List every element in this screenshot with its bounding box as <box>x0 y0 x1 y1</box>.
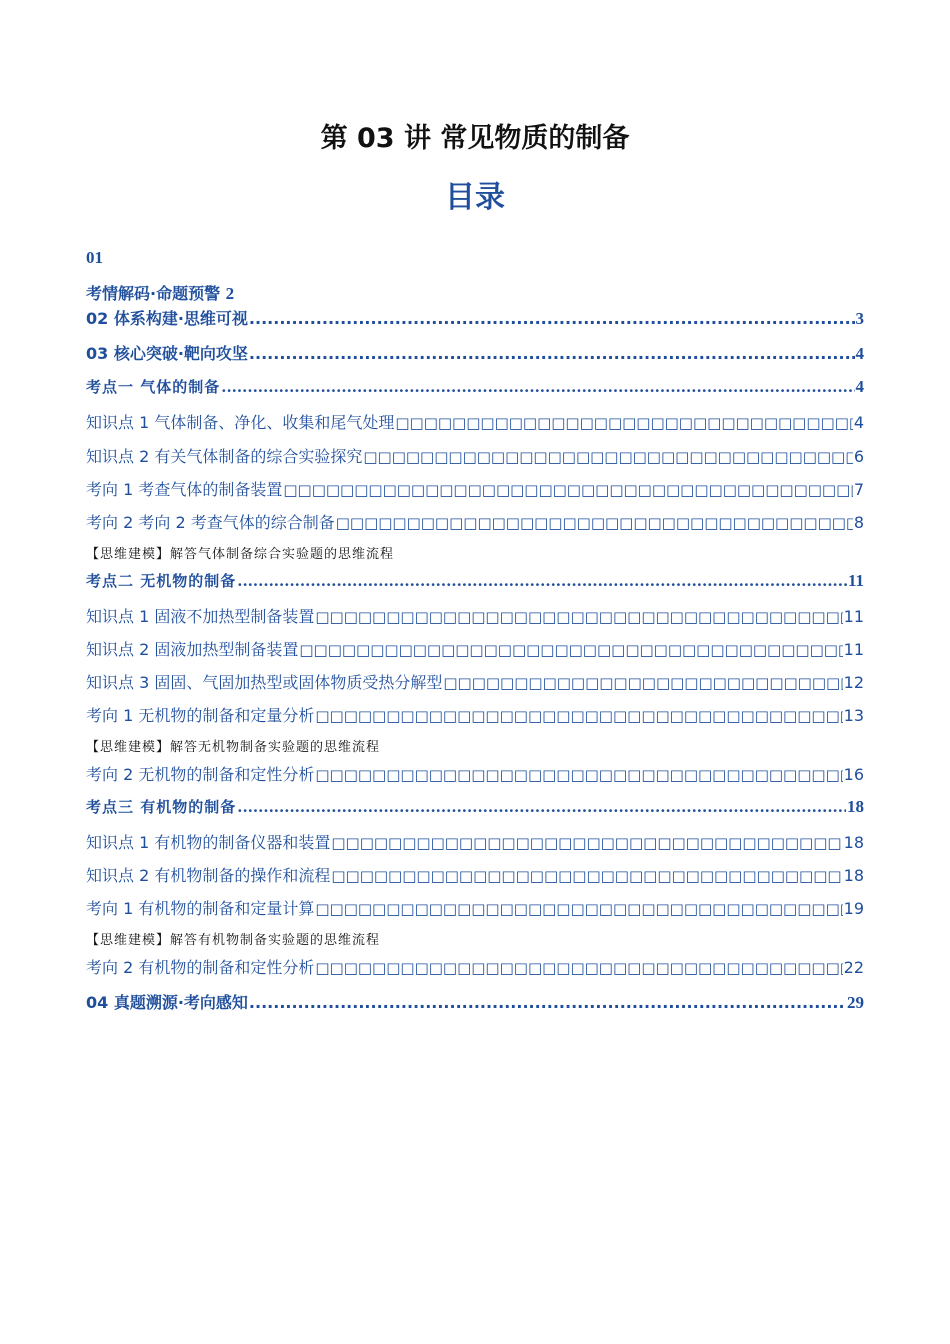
toc-entry-kaoxiang-1-1[interactable]: 考向 1 考查气体的制备装置 □□□□□□□□□□□□□□□□□□□□□□□□□□□□□□□□□□□□□□□□□□□□□□□□□□□□□□□□□□□□□□□□□□□□□□□□□□□□□□□□ 7 <box>86 477 864 500</box>
toc-entry-kaoxiang-2-1[interactable]: 考向 1 无机物的制备和定量分析 □□□□□□□□□□□□□□□□□□□□□□□□□□□□□□□□□□□□□□□□□□□□□□□□□□□□□□□□□□□□□□□□□□□□□□□□□□□□□□□□ 13 <box>86 703 864 726</box>
toc-entry-zhishidian-3-1[interactable]: 知识点 1 有机物的制备仪器和装置 □□□□□□□□□□□□□□□□□□□□□□□□□□□□□□□□□□□□□□□□□□□□□□□□□□□□□□□□□□□□□□□□□□□□□□□□□□□□□□□□ 18 <box>86 830 864 853</box>
toc-number-01[interactable]: 01 <box>86 248 103 267</box>
toc-entry-zhishidian-1-2[interactable]: 知识点 2 有关气体制备的综合实验探究 □□□□□□□□□□□□□□□□□□□□□□□□□□□□□□□□□□□□□□□□□□□□□□□□□□□□□□□□□□□□□□□□□□□□□□□□□□□□□□□□ 6 <box>86 444 864 467</box>
toc-entry-kaoxiang-1-2[interactable]: 考向 2 考向 2 考查气体的综合制备 □□□□□□□□□□□□□□□□□□□□□□□□□□□□□□□□□□□□□□□□□□□□□□□□□□□□□□□□□□□□□□□□□□□□□□□□□□□□□□□□ 8 <box>86 510 864 533</box>
toc-entry-zhishidian-2-3[interactable]: 知识点 3 固固、气固加热型或固体物质受热分解型 □□□□□□□□□□□□□□□□□□□□□□□□□□□□□□□□□□□□□□□□□□□□□□□□□□□□□□□□□□□□□□□□□□□□□□□□□□□□□□□□ 12 <box>86 670 864 693</box>
toc-entry-kaodian-2[interactable]: 考点二 无机物的制备 ..... 11 <box>86 570 864 591</box>
toc-entry-kaoxiang-3-2[interactable]: 考向 2 有机物的制备和定性分析 □□□□□□□□□□□□□□□□□□□□□□□□□□□□□□□□□□□□□□□□□□□□□□□□□□□□□□□□□□□□□□□□□□□□□□□□□□□□□□□□ 22 <box>86 955 864 978</box>
toc-entry-zhishidian-2-1[interactable]: 知识点 1 固液不加热型制备装置 □□□□□□□□□□□□□□□□□□□□□□□□□□□□□□□□□□□□□□□□□□□□□□□□□□□□□□□□□□□□□□□□□□□□□□□□□□□□□□□□ 11 <box>86 604 864 627</box>
toc-entry-02[interactable]: 02 体系构建·思维可视 ..... 3 <box>86 306 864 329</box>
toc-entry-kaoxiang-2-2[interactable]: 考向 2 无机物的制备和定性分析 □□□□□□□□□□□□□□□□□□□□□□□□□□□□□□□□□□□□□□□□□□□□□□□□□□□□□□□□□□□□□□□□□□□□□□□□□□□□□□□□ 16 <box>86 762 864 785</box>
toc-entry-zhishidian-3-2[interactable]: 知识点 2 有机物制备的操作和流程 □□□□□□□□□□□□□□□□□□□□□□□□□□□□□□□□□□□□□□□□□□□□□□□□□□□□□□□□□□□□□□□□□□□□□□□□□□□□□□□□ 18 <box>86 863 864 886</box>
toc-entry-kaodian-1[interactable]: 考点一 气体的制备 ..... 4 <box>86 376 864 397</box>
toc-entry-zhishidian-2-2[interactable]: 知识点 2 固液加热型制备装置 □□□□□□□□□□□□□□□□□□□□□□□□□□□□□□□□□□□□□□□□□□□□□□□□□□□□□□□□□□□□□□□□□□□□□□□□□□□□□□□□ 11 <box>86 637 864 660</box>
toc-entry-kaoqing[interactable]: 考情解码·命题预警 2 <box>86 284 235 303</box>
page-title: 第 03 讲 常见物质的制备 <box>320 123 630 154</box>
toc-entry-04[interactable]: 04 真题溯源·考向感知 ..... 29 <box>86 990 864 1013</box>
toc-note-siwei-3: 【思维建模】解答有机物制备实验题的思维流程 <box>86 933 381 948</box>
toc-entry-zhishidian-1-1[interactable]: 知识点 1 气体制备、净化、收集和尾气处理 □□□□□□□□□□□□□□□□□□□□□□□□□□□□□□□□□□□□□□□□□□□□□□□□□□□□□□□□□□□□□□□□□□□□□□□□□□□□□□□□ 4 <box>86 410 864 433</box>
toc-note-siwei-2: 【思维建模】解答无机物制备实验题的思维流程 <box>86 740 381 755</box>
toc-entry-kaodian-3[interactable]: 考点三 有机物的制备 ..... 18 <box>86 796 864 817</box>
toc-entry-03[interactable]: 03 核心突破·靶向攻坚 ..... 4 <box>86 341 864 364</box>
toc-note-siwei-1: 【思维建模】解答气体制备综合实验题的思维流程 <box>86 547 395 562</box>
toc-heading: 目录 <box>445 180 505 215</box>
toc-entry-kaoxiang-3-1[interactable]: 考向 1 有机物的制备和定量计算 □□□□□□□□□□□□□□□□□□□□□□□□□□□□□□□□□□□□□□□□□□□□□□□□□□□□□□□□□□□□□□□□□□□□□□□□□□□□□□□□ 19 <box>86 896 864 919</box>
